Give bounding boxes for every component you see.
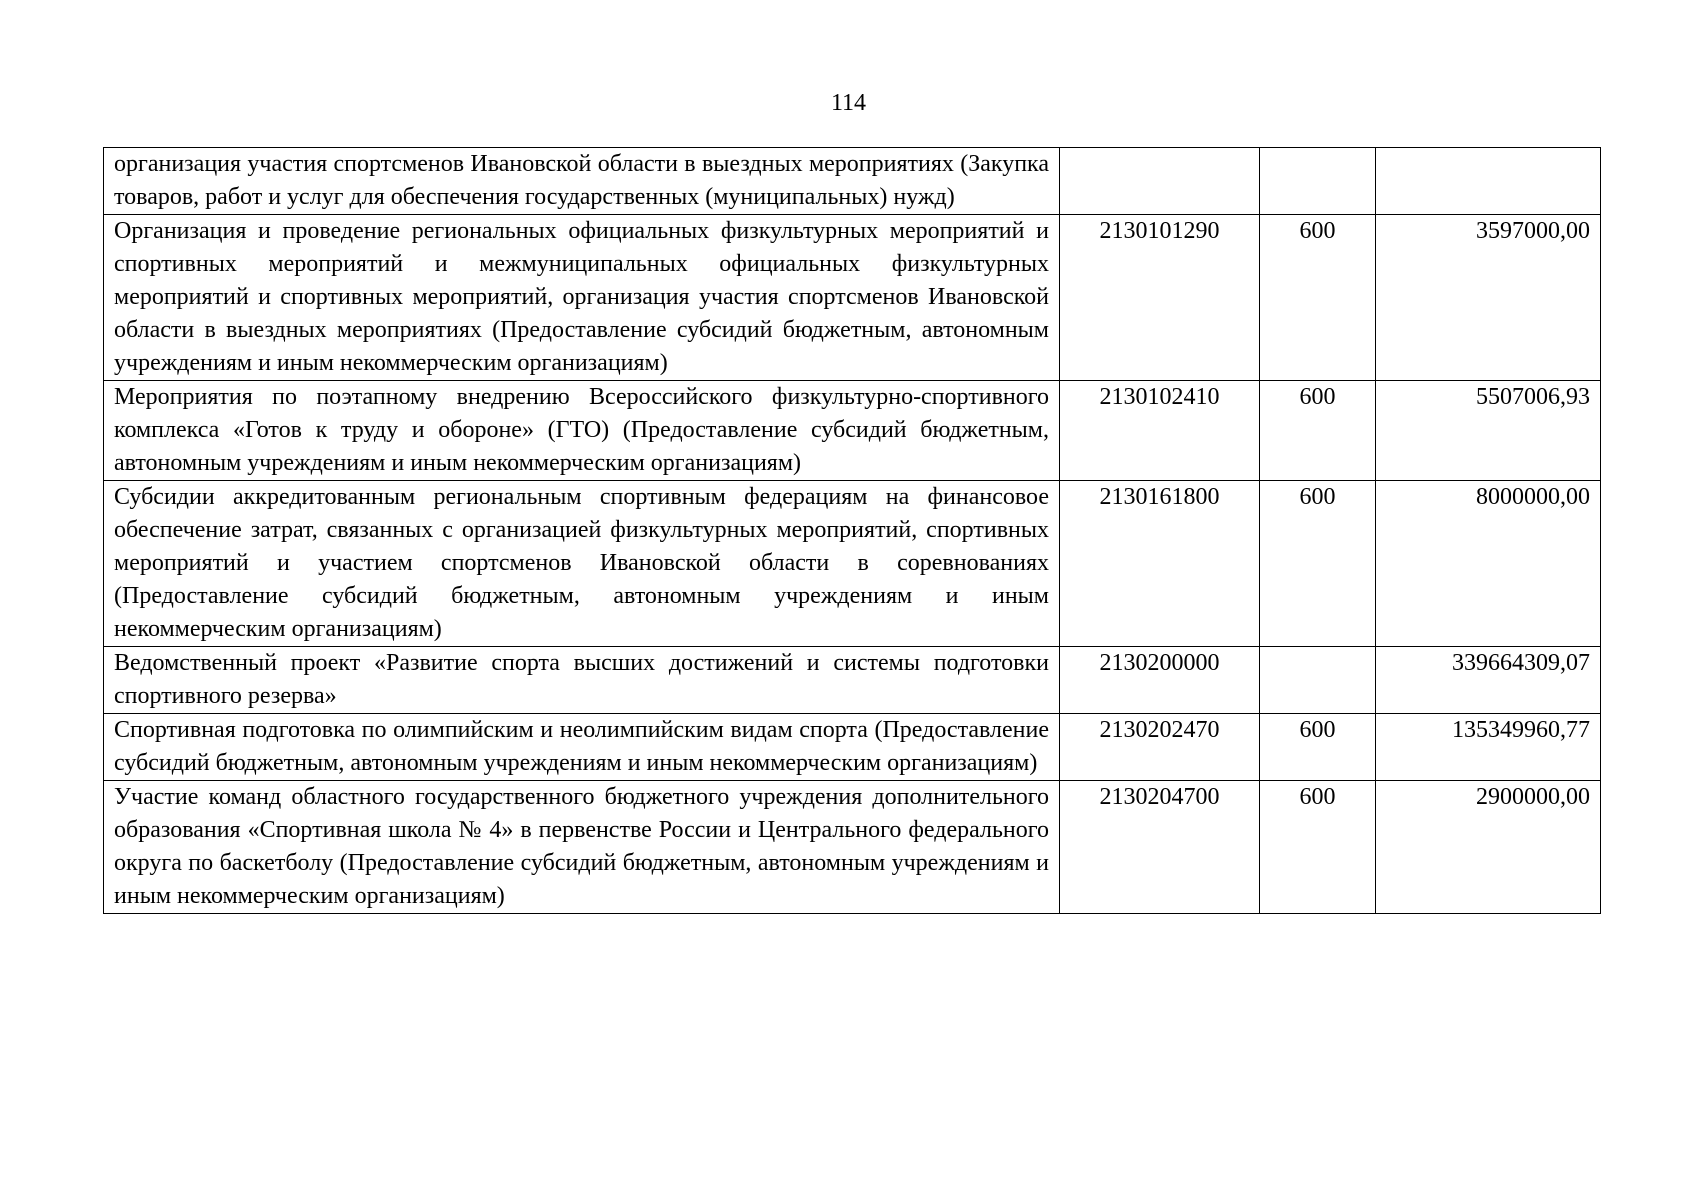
row-description: организация участия спортсменов Ивановской области в выездных мероприятиях (Закупка товаров, работ и услуг для обеспечения государственных (муниципальных) нужд) — [104, 148, 1060, 215]
row-amount — [1376, 148, 1601, 215]
row-amount: 5507006,93 — [1376, 381, 1601, 481]
row-expense-type: 600 — [1260, 714, 1376, 781]
row-amount: 135349960,77 — [1376, 714, 1601, 781]
table-row — [104, 215, 1601, 381]
row-description: Спортивная подготовка по олимпийским и неолимпийским видам спорта (Предоставление субсидий бюджетным, автономным учреждениям и иным некоммерческим организациям) — [104, 714, 1060, 781]
row-expense-type: 600 — [1260, 481, 1376, 647]
row-expense-type: 600 — [1260, 381, 1376, 481]
row-expense-type: 600 — [1260, 781, 1376, 914]
row-target-code: 2130200000 — [1060, 647, 1260, 714]
table-row — [104, 481, 1601, 647]
row-description: Организация и проведение региональных официальных физкультурных мероприятий и спортивных мероприятий и межмуниципальных официальных физкультурных мероприятий и спортивных мероприятий, организация участия спортсменов Ивановской области в выездных мероприятиях (Предоставление субсидий бюджетным, автономным учреждениям и иным некоммерческим организациям) — [104, 215, 1060, 381]
row-target-code: 2130161800 — [1060, 481, 1260, 647]
row-target-code: 2130202470 — [1060, 714, 1260, 781]
row-amount: 339664309,07 — [1376, 647, 1601, 714]
budget-table — [103, 147, 1601, 914]
row-target-code: 2130102410 — [1060, 381, 1260, 481]
row-expense-type: 600 — [1260, 215, 1376, 381]
row-description: Участие команд областного государственного бюджетного учреждения дополнительного образования «Спортивная школа № 4» в первенстве России и Центрального федерального округа по баскетболу (Предоставление субсидий бюджетным, автономным учреждениям и иным некоммерческим организациям) — [104, 781, 1060, 914]
row-expense-type — [1260, 647, 1376, 714]
row-expense-type — [1260, 148, 1376, 215]
row-description: Субсидии аккредитованным региональным спортивным федерациям на финансовое обеспечение затрат, связанных с организацией физкультурных мероприятий, спортивных мероприятий и участием спортсменов Ивановской области в соревнованиях (Предоставление субсидий бюджетным, автономным учреждениям и иным некоммерческим организациям) — [104, 481, 1060, 647]
page-number: 114 — [830, 90, 867, 116]
row-description: Мероприятия по поэтапному внедрению Всероссийского физкультурно-спортивного комплекса «Готов к труду и обороне» (ГТО) (Предоставление субсидий бюджетным, автономным учреждениям и иным некоммерческим организациям) — [104, 381, 1060, 481]
table-row — [104, 781, 1601, 914]
table-row — [104, 647, 1601, 714]
table-row — [104, 381, 1601, 481]
row-target-code: 2130101290 — [1060, 215, 1260, 381]
row-amount: 3597000,00 — [1376, 215, 1601, 381]
row-amount: 2900000,00 — [1376, 781, 1601, 914]
row-target-code — [1060, 148, 1260, 215]
row-amount: 8000000,00 — [1376, 481, 1601, 647]
row-target-code: 2130204700 — [1060, 781, 1260, 914]
table-row — [104, 148, 1601, 215]
row-description: Ведомственный проект «Развитие спорта высших достижений и системы подготовки спортивного резерва» — [104, 647, 1060, 714]
table-row — [104, 714, 1601, 781]
